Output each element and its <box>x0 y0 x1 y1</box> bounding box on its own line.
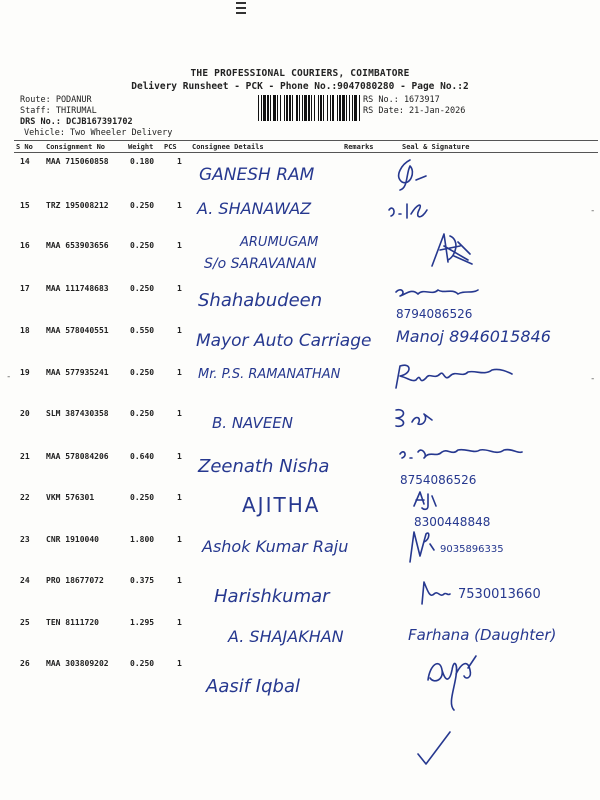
row-weight: 0.180 <box>130 157 155 166</box>
consignee-handwriting <box>195 192 375 222</box>
row-sno: 14 <box>20 157 30 166</box>
row-consignment: MAA 577935241 <box>46 368 109 377</box>
consignee-handwriting <box>196 448 386 480</box>
staff-text: Staff: THIRUMAL <box>20 106 97 116</box>
row-sno: 20 <box>20 409 30 418</box>
row-consignment: TRZ 195008212 <box>46 201 109 210</box>
barcode-bar <box>302 95 303 121</box>
row-consignment: MAA 715060858 <box>46 157 109 166</box>
consignee-name: A. SHANAWAZ <box>197 199 312 218</box>
signature-row-14 <box>380 154 440 194</box>
barcode-bar <box>304 95 307 121</box>
signature-row-26 <box>420 650 490 714</box>
consignee-name: Mayor Auto Carriage <box>196 331 372 351</box>
barcode-bar <box>314 95 315 121</box>
check-mark <box>414 724 454 774</box>
row-sno: 24 <box>20 576 30 585</box>
row-weight: 0.550 <box>130 326 155 335</box>
row-sno: 19 <box>20 368 30 377</box>
row-pcs: 1 <box>177 326 182 335</box>
signature-phone: 8754086526 <box>400 473 477 487</box>
consignee-name: AJITHA <box>242 493 321 517</box>
barcode-bar <box>330 95 331 121</box>
barcode-bar <box>286 95 288 121</box>
row-pcs: 1 <box>177 452 182 461</box>
consignee-name: Ashok Kumar Raju <box>202 537 349 556</box>
row-weight: 0.250 <box>130 493 155 502</box>
row-consignment: MAA 578040551 <box>46 326 109 335</box>
row-pcs: 1 <box>177 493 182 502</box>
barcode-bar <box>359 95 360 121</box>
consignee-name: GANESH RAM <box>199 165 315 185</box>
row-weight: 1.800 <box>130 535 155 544</box>
consignee-handwriting <box>212 576 372 610</box>
row-pcs: 1 <box>177 535 182 544</box>
barcode-bar <box>354 95 357 121</box>
col-weight-header: Weight <box>128 143 154 151</box>
signature-row-19 <box>392 360 522 394</box>
row-weight: 0.375 <box>130 576 155 585</box>
consignee-name: A. SHAJAKHAN <box>228 627 344 646</box>
consignee-name: Zeenath Nisha <box>198 456 330 477</box>
drs-label: DRS No.: <box>20 117 61 127</box>
row-consignment: VKM 576301 <box>46 493 95 502</box>
signature-phone: 8794086526 <box>396 307 473 321</box>
row-pcs: 1 <box>177 659 182 668</box>
barcode-bar <box>289 95 291 121</box>
consignee-name: B. NAVEEN <box>212 414 293 432</box>
consignee-handwriting <box>194 322 394 356</box>
runsheet-title: Delivery Runsheet - PCK - Phone No.:9047080280 - Page No.:2 <box>131 81 469 92</box>
row-pcs: 1 <box>177 201 182 210</box>
signature-phone: 7530013660 <box>458 587 541 602</box>
row-pcs: 1 <box>177 576 182 585</box>
barcode-bar <box>263 95 266 121</box>
row-consignment: MAA 578084206 <box>46 452 109 461</box>
signature-phone: 8300448848 <box>414 515 491 529</box>
barcode-bar <box>327 95 328 121</box>
row-consignment: MAA 653903656 <box>46 241 109 250</box>
route-text: Route: PODANUR <box>20 95 92 105</box>
signature-phone: Manoj 8946015846 <box>396 327 551 346</box>
row-weight: 1.295 <box>130 618 155 627</box>
consignee-name: Mr. P.S. RAMANATHAN <box>198 367 341 382</box>
row-weight: 0.250 <box>130 659 155 668</box>
barcode-bar <box>308 95 310 121</box>
barcode-bar <box>318 95 319 121</box>
barcode-bar <box>352 95 353 121</box>
signature-row-16 <box>420 226 480 272</box>
rs-date: RS Date: 21-Jan-2026 <box>363 106 466 116</box>
consignee-handwriting <box>200 530 360 560</box>
row-weight: 0.640 <box>130 452 155 461</box>
row-sno: 23 <box>20 535 30 544</box>
col-sno-header: S No <box>16 143 33 151</box>
col-consignee-header: Consignee Details <box>192 143 264 151</box>
barcode-bar <box>296 95 298 121</box>
barcode-bar <box>342 95 345 121</box>
consignee-handwriting <box>196 356 386 386</box>
barcode-bar <box>346 95 347 121</box>
barcode-bar <box>292 95 293 121</box>
barcode-bar <box>284 95 285 121</box>
row-sno: 15 <box>20 201 30 210</box>
col-consignment-header: Consignment No <box>46 143 106 151</box>
consignee-handwriting <box>204 668 374 702</box>
consignee-handwriting <box>200 230 370 274</box>
signature-row-23 <box>404 526 534 566</box>
signature-row-24 <box>418 574 578 610</box>
row-sno: 18 <box>20 326 30 335</box>
barcode-bar <box>337 95 338 121</box>
row-sno: 21 <box>20 452 30 461</box>
consignee-handwriting <box>210 406 330 436</box>
consignee-name-line2: S/o SARAVANAN <box>204 256 317 272</box>
staple-mark <box>232 0 248 16</box>
row-pcs: 1 <box>177 368 182 377</box>
barcode-bar <box>270 95 271 121</box>
signature-row-25 <box>406 616 576 650</box>
margin-mark: - <box>590 206 596 216</box>
barcode-bar <box>349 95 350 121</box>
rs-number: RS No.: 1673917 <box>363 95 440 105</box>
row-pcs: 1 <box>177 157 182 166</box>
row-pcs: 1 <box>177 618 182 627</box>
row-pcs: 1 <box>177 284 182 293</box>
col-remarks-header: Remarks <box>344 143 374 151</box>
signature-row-20 <box>392 404 442 434</box>
barcode-bar <box>261 95 262 121</box>
barcode-bar <box>273 95 276 121</box>
consignee-handwriting <box>195 158 345 188</box>
margin-mark: - <box>6 372 12 382</box>
row-consignment: SLM 387430358 <box>46 409 109 418</box>
vehicle-text: Vehicle: Two Wheeler Delivery <box>24 128 173 138</box>
row-weight: 0.250 <box>130 201 155 210</box>
col-seal-header: Seal & Signature <box>402 143 470 151</box>
col-pcs-header: PCS <box>164 143 177 151</box>
consignee-name: ARUMUGAM <box>240 235 319 250</box>
header-rule-bottom <box>14 152 598 153</box>
drs-number <box>20 117 133 128</box>
row-sno: 16 <box>20 241 30 250</box>
row-weight: 0.250 <box>130 284 155 293</box>
signature-phone: 9035896335 <box>440 544 504 555</box>
header-rule-top <box>14 140 598 141</box>
row-consignment: CNR 1910040 <box>46 535 99 544</box>
consignee-name: Harishkumar <box>214 586 330 607</box>
barcode-bar <box>267 95 269 121</box>
row-pcs: 1 <box>177 241 182 250</box>
barcode-bar <box>277 95 278 121</box>
signature-name: Farhana (Daughter) <box>408 626 557 644</box>
row-sno: 17 <box>20 284 30 293</box>
barcode-image <box>258 95 360 121</box>
signature-row-15 <box>385 196 435 224</box>
barcode-bar <box>311 95 312 121</box>
barcode-bar <box>339 95 341 121</box>
row-consignment: PRO 18677072 <box>46 576 104 585</box>
company-title: THE PROFESSIONAL COURIERS, COIMBATORE <box>190 68 410 79</box>
consignee-name: Shahabudeen <box>198 290 323 311</box>
barcode-bar <box>258 95 259 121</box>
margin-mark: - <box>590 374 596 384</box>
row-sno: 26 <box>20 659 30 668</box>
signature-row-21 <box>396 442 536 490</box>
consignee-handwriting <box>240 484 360 520</box>
consignee-name: Aasif Iqbal <box>206 676 300 697</box>
row-weight: 0.250 <box>130 409 155 418</box>
drs-value: DCJB167391702 <box>66 117 133 127</box>
row-sno: 22 <box>20 493 30 502</box>
barcode-bar <box>332 95 334 121</box>
barcode-bar <box>299 95 300 121</box>
barcode-bar <box>323 95 324 121</box>
signature-row-18 <box>394 320 590 354</box>
consignee-handwriting <box>196 280 376 314</box>
barcode-bar <box>320 95 322 121</box>
row-pcs: 1 <box>177 409 182 418</box>
signature-row-17 <box>392 282 522 322</box>
row-sno: 25 <box>20 618 30 627</box>
consignee-handwriting <box>226 618 396 650</box>
row-consignment: MAA 303809202 <box>46 659 109 668</box>
row-consignment: MAA 111748683 <box>46 284 109 293</box>
row-weight: 0.250 <box>130 241 155 250</box>
barcode-bar <box>280 95 281 121</box>
row-weight: 0.250 <box>130 368 155 377</box>
row-consignment: TEN 8111720 <box>46 618 99 627</box>
